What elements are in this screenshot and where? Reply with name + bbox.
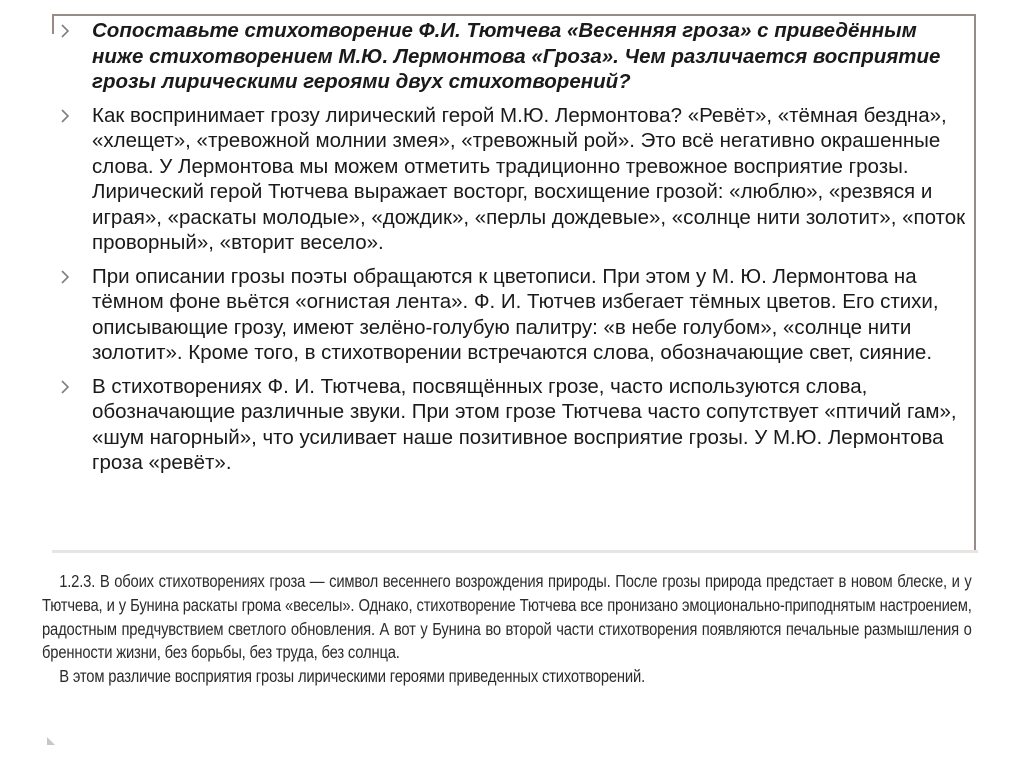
bullet-text: Как воспринимает грозу лирический герой М.Ю. Лермонтова? «Ревёт», «тёмная бездна», «хлещет», «тревожной молнии змея», «тревожный рой». Это всё негативно окрашенные слова. У Лермонтова мы можем отметить традиционно тревожное восприятие грозы. Лирический герой Тютчева выражает восторг, восхищение грозой: «люблю», «резвяся и играя», «раскаты молодые», «дождик», «перлы дождевые», «солнце нити золотит», «поток проворный», «вторит весело». — [92, 103, 966, 254]
cut-divider — [52, 550, 978, 553]
scan-conclusion: В этом различие восприятия грозы лирическими героями приведенных стихотворений. — [59, 666, 646, 687]
bullet-text: Сопоставьте стихотворение Ф.И. Тютчева «Весенняя гроза» с приведённым ниже стихотворением М.Ю. Лермонтова «Гроза». Чем различается восприятие грозы лирическими героями двух стихотворений? — [92, 19, 941, 93]
bullet-arrow-icon — [60, 270, 70, 284]
bullet-colors — [60, 264, 972, 366]
corner-arrow-icon — [46, 736, 56, 746]
scan-paragraph: 1.2.3. В обоих стихотворениях гроза — символ весеннего возрождения природы. После грозы природа предстает в новом блеске, и у Тютчева, и у Бунина раскаты грома «веселы». Однако, стихотворение Тютчева все пронизано эмоционально-приподнятым настроением, радостным предчувствием светлого обновления. А вот у Бунина во второй части стихотворения появляются печальные размышления о бренности жизни, без борьбы, без труда, без солнца. — [42, 571, 972, 663]
bullet-arrow-icon — [60, 24, 70, 38]
bullet-arrow-icon — [60, 380, 70, 394]
bullet-text: В стихотворениях Ф. И. Тютчева, посвящённых грозе, часто используются слова, обозначающие различные звуки. При этом грозе Тютчева часто сопутствует «птичий гам», «шум нагорный», что усиливает наше позитивное восприятие грозы. У М.Ю. Лермонтова гроза «ревёт». — [92, 374, 957, 474]
bullet-question — [60, 18, 972, 95]
bullet-arrow-icon — [60, 109, 70, 123]
bullet-sounds — [60, 374, 972, 476]
scanned-answer-block — [42, 570, 972, 710]
bullet-perception — [60, 103, 972, 256]
slide-content — [60, 18, 972, 484]
bullet-text: При описании грозы поэты обращаются к цветописи. При этом у М. Ю. Лермонтова на тёмном фоне вьётся «огнистая лента». Ф. И. Тютчев избегает тёмных цветов. Его стихи, описывающие грозу, имеют зелёно-голубую палитру: «в небе голубом», «солнце нити золотит». Кроме того, в стихотворении встречаются слова, обозначающие свет, сияние. — [92, 264, 939, 364]
